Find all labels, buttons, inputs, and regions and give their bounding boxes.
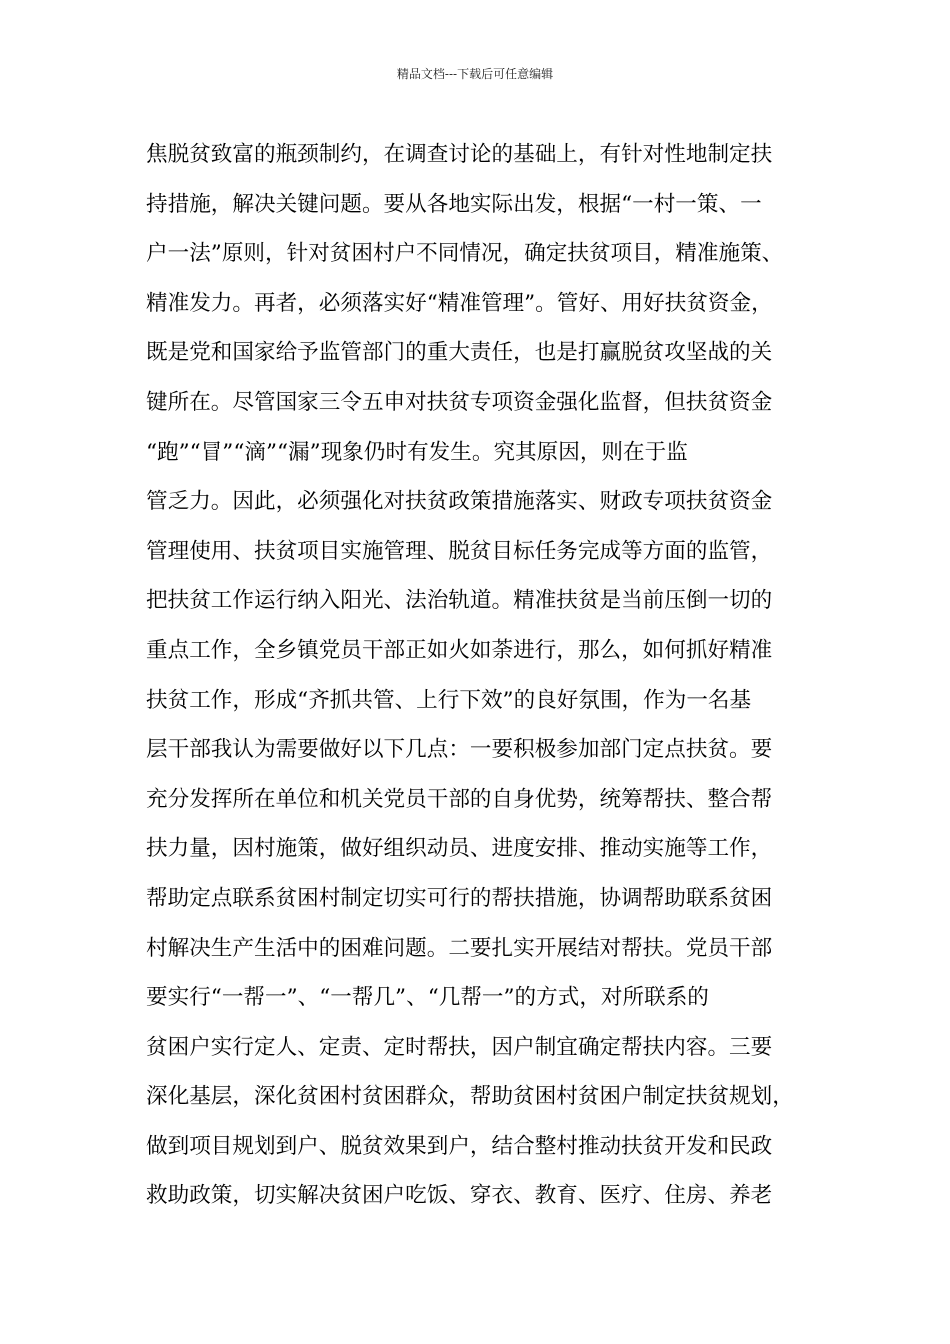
text-line: 键所在。尽管国家三令五申对扶贫专项资金强化监督，但扶贫资金 — [146, 389, 773, 415]
text-line: 既是党和国家给予监管部门的重大责任，也是打赢脱贫攻坚战的关 — [146, 340, 773, 366]
text-line: 要实行“一帮一”、“一帮几”、“几帮一”的方式，对所联系的 — [146, 985, 709, 1011]
text-line: 层干部我认为需要做好以下几点：一要积极参加部门定点扶贫。要 — [146, 737, 773, 763]
text-line: 户一法”原则，针对贫困村户不同情况，确定扶贫项目，精准施策、 — [146, 241, 784, 267]
page-header: 精品文档---下载后可任意编辑 — [396, 67, 554, 81]
text-line: 村解决生产生活中的困难问题。二要扎实开展结对帮扶。党员干部 — [146, 935, 773, 961]
text-line: 帮助定点联系贫困村制定切实可行的帮扶措施，协调帮助联系贫困 — [146, 885, 773, 911]
text-line: “跑”“冒”“滴”“漏”现象仍时有发生。究其原因，则在于监 — [146, 439, 688, 465]
text-line: 救助政策，切实解决贫困户吃饭、穿衣、教育、医疗、住房、养老 — [146, 1183, 773, 1209]
text-line: 持措施，解决关键问题。要从各地实际出发，根据“一村一策、一 — [146, 191, 762, 217]
text-line: 精准发力。再者，必须落实好“精准管理”。管好、用好扶贫资金， — [146, 290, 773, 316]
text-line: 做到项目规划到户、脱贫效果到户，结合整村推动扶贫开发和民政 — [146, 1133, 773, 1159]
text-line: 重点工作，全乡镇党员干部正如火如荼进行，那么，如何抓好精准 — [146, 637, 773, 663]
text-line: 管乏力。因此，必须强化对扶贫政策措施落实、财政专项扶贫资金 — [146, 489, 773, 515]
text-line: 充分发挥所在单位和机关党员干部的自身优势，统筹帮扶、整合帮 — [146, 786, 773, 812]
text-line: 把扶贫工作运行纳入阳光、法治轨道。精准扶贫是当前压倒一切的 — [146, 588, 773, 614]
text-line: 贫困户实行定人、定责、定时帮扶，因户制宜确定帮扶内容。三要 — [146, 1034, 773, 1060]
text-line: 扶力量，因村施策，做好组织动员、进度安排、推动实施等工作， — [146, 836, 773, 862]
text-line: 深化基层，深化贫困村贫困群众，帮助贫困村贫困户制定扶贫规划， — [146, 1084, 794, 1110]
text-line: 管理使用、扶贫项目实施管理、脱贫目标任务完成等方面的监管， — [146, 538, 773, 564]
text-line: 焦脱贫致富的瓶颈制约，在调查讨论的基础上，有针对性地制定扶 — [146, 142, 773, 167]
text-line: 扶贫工作，形成“齐抓共管、上行下效”的良好氛围，作为一名基 — [146, 687, 752, 713]
body-text — [146, 130, 836, 1221]
